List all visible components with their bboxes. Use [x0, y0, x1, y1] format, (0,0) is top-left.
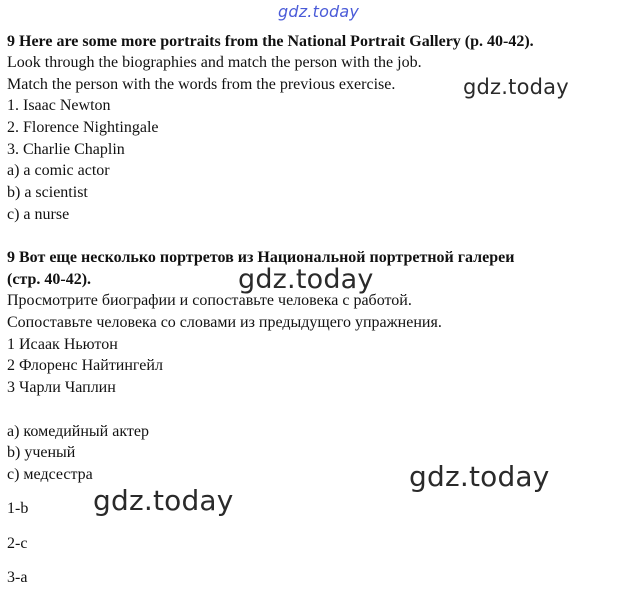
watermark-top: gdz.today — [278, 2, 360, 21]
english-person-1: 1. Isaac Newton — [7, 97, 111, 114]
russian-job-a: а) комедийный актер — [7, 423, 149, 440]
english-heading: 9 Here are some more portraits from the National Portrait Gallery (p. 40-42). — [7, 33, 534, 50]
answer-2: 2-c — [7, 535, 28, 552]
watermark-lower-right: gdz.today — [409, 460, 550, 493]
russian-person-3: 3 Чарли Чаплин — [7, 379, 116, 396]
watermark-center: gdz.today — [238, 264, 374, 295]
russian-job-b: b) ученый — [7, 444, 76, 461]
english-person-2: 2. Florence Nightingale — [7, 119, 159, 136]
english-person-3: 3. Charlie Chaplin — [7, 141, 125, 158]
answer-3: 3-a — [7, 569, 28, 586]
russian-heading-line-2: (стр. 40-42). — [7, 271, 92, 288]
english-job-b: b) a scientist — [7, 184, 88, 201]
russian-person-1: 1 Исаак Ньютон — [7, 336, 118, 353]
russian-instruction-2: Сопоставьте человека со словами из предыдущего упражнения. — [7, 314, 442, 331]
russian-instruction-1: Просмотрите биографии и сопоставьте человека с работой. — [7, 292, 412, 309]
russian-person-2: 2 Флоренс Найтингейл — [7, 357, 163, 374]
english-instruction-1: Look through the biographies and match the person with the job. — [7, 54, 422, 71]
russian-job-c: с) медсестра — [7, 466, 93, 483]
watermark-lower-left: gdz.today — [93, 484, 234, 517]
watermark-mid-right: gdz.today — [463, 75, 569, 99]
russian-heading-line-1: 9 Вот еще несколько портретов из Национальной портретной галереи — [7, 249, 515, 266]
english-job-a: a) a comic actor — [7, 162, 110, 179]
english-instruction-2: Match the person with the words from the previous exercise. — [7, 76, 396, 93]
answer-1: 1-b — [7, 500, 29, 517]
english-job-c: c) a nurse — [7, 206, 70, 223]
